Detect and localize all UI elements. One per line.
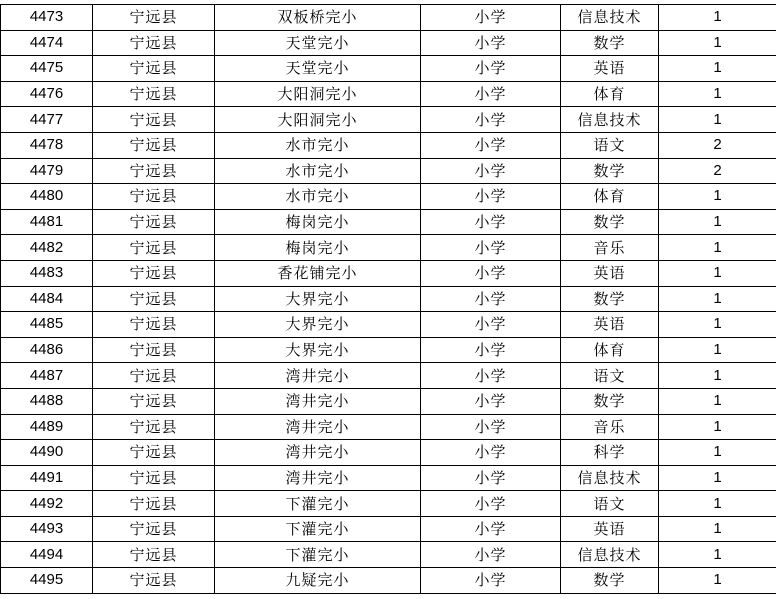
headcount-cell: 1 bbox=[659, 184, 776, 210]
headcount-cell: 1 bbox=[659, 542, 776, 568]
school-cell: 大界完小 bbox=[215, 337, 421, 363]
school-cell: 天堂完小 bbox=[215, 30, 421, 56]
county-cell: 宁远县 bbox=[93, 56, 215, 82]
school-level-cell: 小学 bbox=[421, 414, 561, 440]
position-number-cell: 4481 bbox=[1, 209, 93, 235]
table-row bbox=[1, 337, 776, 363]
subject-cell: 信息技术 bbox=[561, 107, 659, 133]
table-row bbox=[1, 363, 776, 389]
school-level-cell: 小学 bbox=[421, 184, 561, 210]
county-cell: 宁远县 bbox=[93, 30, 215, 56]
county-cell: 宁远县 bbox=[93, 542, 215, 568]
headcount-cell: 1 bbox=[659, 491, 776, 517]
headcount-cell: 1 bbox=[659, 363, 776, 389]
subject-cell: 信息技术 bbox=[561, 5, 659, 31]
subject-cell: 体育 bbox=[561, 337, 659, 363]
position-number-cell: 4479 bbox=[1, 158, 93, 184]
school-cell: 大界完小 bbox=[215, 286, 421, 312]
table-row bbox=[1, 132, 776, 158]
school-level-cell: 小学 bbox=[421, 30, 561, 56]
school-level-cell: 小学 bbox=[421, 491, 561, 517]
subject-cell: 数学 bbox=[561, 30, 659, 56]
position-number-cell: 4490 bbox=[1, 440, 93, 466]
county-cell: 宁远县 bbox=[93, 81, 215, 107]
headcount-cell: 2 bbox=[659, 158, 776, 184]
position-number-cell: 4495 bbox=[1, 568, 93, 594]
county-cell: 宁远县 bbox=[93, 209, 215, 235]
school-level-cell: 小学 bbox=[421, 132, 561, 158]
subject-cell: 语文 bbox=[561, 491, 659, 517]
school-level-cell: 小学 bbox=[421, 363, 561, 389]
headcount-cell: 1 bbox=[659, 81, 776, 107]
headcount-cell: 1 bbox=[659, 568, 776, 594]
position-number-cell: 4483 bbox=[1, 260, 93, 286]
county-cell: 宁远县 bbox=[93, 388, 215, 414]
county-cell: 宁远县 bbox=[93, 260, 215, 286]
subject-cell: 数学 bbox=[561, 388, 659, 414]
school-cell: 梅岗完小 bbox=[215, 235, 421, 261]
position-number-cell: 4477 bbox=[1, 107, 93, 133]
table-row bbox=[1, 209, 776, 235]
subject-cell: 英语 bbox=[561, 56, 659, 82]
table-row bbox=[1, 158, 776, 184]
school-level-cell: 小学 bbox=[421, 107, 561, 133]
table-row bbox=[1, 312, 776, 338]
school-cell: 大界完小 bbox=[215, 312, 421, 338]
school-level-cell: 小学 bbox=[421, 542, 561, 568]
school-cell: 双板桥完小 bbox=[215, 5, 421, 31]
headcount-cell: 1 bbox=[659, 465, 776, 491]
table-row bbox=[1, 235, 776, 261]
subject-cell: 数学 bbox=[561, 158, 659, 184]
school-level-cell: 小学 bbox=[421, 260, 561, 286]
headcount-cell: 1 bbox=[659, 209, 776, 235]
school-level-cell: 小学 bbox=[421, 568, 561, 594]
school-level-cell: 小学 bbox=[421, 158, 561, 184]
headcount-cell: 1 bbox=[659, 516, 776, 542]
subject-cell: 体育 bbox=[561, 184, 659, 210]
county-cell: 宁远县 bbox=[93, 414, 215, 440]
subject-cell: 体育 bbox=[561, 81, 659, 107]
position-number-cell: 4480 bbox=[1, 184, 93, 210]
school-cell: 湾井完小 bbox=[215, 388, 421, 414]
school-cell: 湾井完小 bbox=[215, 363, 421, 389]
table-row bbox=[1, 388, 776, 414]
headcount-cell: 2 bbox=[659, 132, 776, 158]
school-cell: 水市完小 bbox=[215, 158, 421, 184]
headcount-cell: 1 bbox=[659, 312, 776, 338]
county-cell: 宁远县 bbox=[93, 107, 215, 133]
school-level-cell: 小学 bbox=[421, 516, 561, 542]
table-row bbox=[1, 286, 776, 312]
headcount-cell: 1 bbox=[659, 414, 776, 440]
county-cell: 宁远县 bbox=[93, 363, 215, 389]
county-cell: 宁远县 bbox=[93, 440, 215, 466]
school-cell: 天堂完小 bbox=[215, 56, 421, 82]
table-row bbox=[1, 81, 776, 107]
school-level-cell: 小学 bbox=[421, 235, 561, 261]
subject-cell: 科学 bbox=[561, 440, 659, 466]
position-number-cell: 4491 bbox=[1, 465, 93, 491]
position-number-cell: 4492 bbox=[1, 491, 93, 517]
school-level-cell: 小学 bbox=[421, 286, 561, 312]
subject-cell: 英语 bbox=[561, 312, 659, 338]
table-row bbox=[1, 491, 776, 517]
position-number-cell: 4474 bbox=[1, 30, 93, 56]
county-cell: 宁远县 bbox=[93, 568, 215, 594]
table-body bbox=[1, 5, 776, 594]
school-level-cell: 小学 bbox=[421, 465, 561, 491]
position-number-cell: 4488 bbox=[1, 388, 93, 414]
county-cell: 宁远县 bbox=[93, 184, 215, 210]
positions-table bbox=[0, 4, 776, 594]
position-number-cell: 4482 bbox=[1, 235, 93, 261]
county-cell: 宁远县 bbox=[93, 158, 215, 184]
county-cell: 宁远县 bbox=[93, 5, 215, 31]
subject-cell: 数学 bbox=[561, 209, 659, 235]
county-cell: 宁远县 bbox=[93, 132, 215, 158]
school-level-cell: 小学 bbox=[421, 388, 561, 414]
position-number-cell: 4487 bbox=[1, 363, 93, 389]
headcount-cell: 1 bbox=[659, 286, 776, 312]
school-level-cell: 小学 bbox=[421, 81, 561, 107]
position-number-cell: 4476 bbox=[1, 81, 93, 107]
position-number-cell: 4493 bbox=[1, 516, 93, 542]
school-cell: 下灌完小 bbox=[215, 491, 421, 517]
position-number-cell: 4485 bbox=[1, 312, 93, 338]
table-row bbox=[1, 56, 776, 82]
school-level-cell: 小学 bbox=[421, 209, 561, 235]
table-row bbox=[1, 260, 776, 286]
school-cell: 九疑完小 bbox=[215, 568, 421, 594]
school-cell: 下灌完小 bbox=[215, 516, 421, 542]
headcount-cell: 1 bbox=[659, 30, 776, 56]
county-cell: 宁远县 bbox=[93, 491, 215, 517]
table-row bbox=[1, 414, 776, 440]
school-cell: 大阳洞完小 bbox=[215, 107, 421, 133]
school-level-cell: 小学 bbox=[421, 5, 561, 31]
school-level-cell: 小学 bbox=[421, 56, 561, 82]
position-number-cell: 4494 bbox=[1, 542, 93, 568]
table-row bbox=[1, 184, 776, 210]
position-number-cell: 4486 bbox=[1, 337, 93, 363]
subject-cell: 信息技术 bbox=[561, 542, 659, 568]
school-cell: 湾井完小 bbox=[215, 440, 421, 466]
school-level-cell: 小学 bbox=[421, 440, 561, 466]
school-level-cell: 小学 bbox=[421, 337, 561, 363]
subject-cell: 音乐 bbox=[561, 414, 659, 440]
county-cell: 宁远县 bbox=[93, 286, 215, 312]
table-row bbox=[1, 542, 776, 568]
position-number-cell: 4473 bbox=[1, 5, 93, 31]
county-cell: 宁远县 bbox=[93, 465, 215, 491]
subject-cell: 语文 bbox=[561, 363, 659, 389]
county-cell: 宁远县 bbox=[93, 516, 215, 542]
table-row bbox=[1, 5, 776, 31]
school-cell: 大阳洞完小 bbox=[215, 81, 421, 107]
county-cell: 宁远县 bbox=[93, 235, 215, 261]
school-cell: 水市完小 bbox=[215, 184, 421, 210]
school-cell: 梅岗完小 bbox=[215, 209, 421, 235]
subject-cell: 英语 bbox=[561, 260, 659, 286]
table-row bbox=[1, 465, 776, 491]
county-cell: 宁远县 bbox=[93, 337, 215, 363]
position-number-cell: 4475 bbox=[1, 56, 93, 82]
table-row bbox=[1, 516, 776, 542]
headcount-cell: 1 bbox=[659, 337, 776, 363]
headcount-cell: 1 bbox=[659, 235, 776, 261]
subject-cell: 信息技术 bbox=[561, 465, 659, 491]
table-row bbox=[1, 440, 776, 466]
position-number-cell: 4489 bbox=[1, 414, 93, 440]
subject-cell: 音乐 bbox=[561, 235, 659, 261]
subject-cell: 语文 bbox=[561, 132, 659, 158]
headcount-cell: 1 bbox=[659, 5, 776, 31]
position-number-cell: 4484 bbox=[1, 286, 93, 312]
table-row bbox=[1, 107, 776, 133]
subject-cell: 数学 bbox=[561, 568, 659, 594]
school-cell: 水市完小 bbox=[215, 132, 421, 158]
headcount-cell: 1 bbox=[659, 107, 776, 133]
county-cell: 宁远县 bbox=[93, 312, 215, 338]
school-cell: 香花铺完小 bbox=[215, 260, 421, 286]
subject-cell: 数学 bbox=[561, 286, 659, 312]
school-cell: 湾井完小 bbox=[215, 414, 421, 440]
school-level-cell: 小学 bbox=[421, 312, 561, 338]
headcount-cell: 1 bbox=[659, 260, 776, 286]
subject-cell: 英语 bbox=[561, 516, 659, 542]
position-number-cell: 4478 bbox=[1, 132, 93, 158]
table-row bbox=[1, 30, 776, 56]
headcount-cell: 1 bbox=[659, 440, 776, 466]
headcount-cell: 1 bbox=[659, 56, 776, 82]
table-row bbox=[1, 568, 776, 594]
school-cell: 下灌完小 bbox=[215, 542, 421, 568]
headcount-cell: 1 bbox=[659, 388, 776, 414]
school-cell: 湾井完小 bbox=[215, 465, 421, 491]
